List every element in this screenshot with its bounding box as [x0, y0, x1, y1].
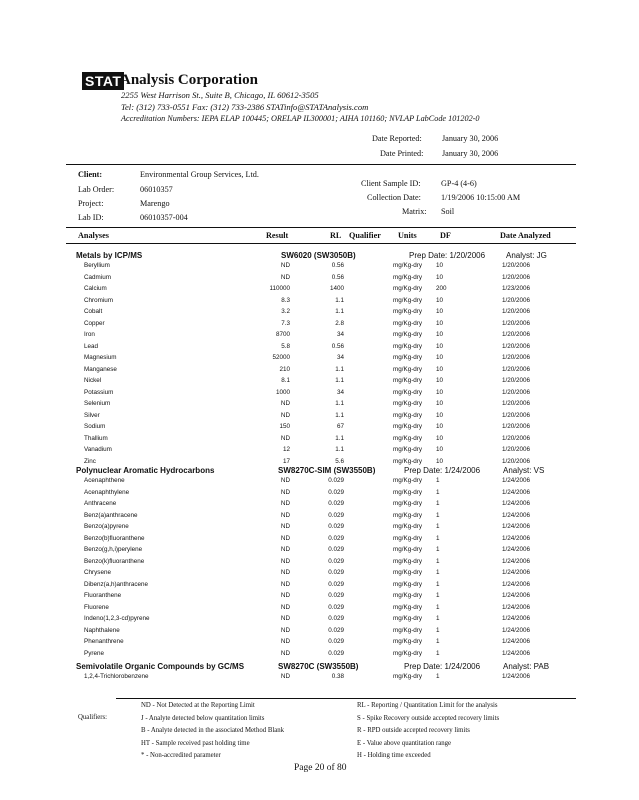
analyte-name: Benzo(a)pyrene — [84, 523, 129, 530]
units-value: mg/Kg-dry — [393, 638, 423, 645]
date-analyzed: 1/20/2006 — [502, 377, 531, 384]
project-label: Project: — [78, 199, 104, 208]
result-value: 8700 — [275, 331, 290, 338]
date-analyzed: 1/24/2006 — [502, 546, 531, 553]
date-analyzed: 1/20/2006 — [502, 354, 531, 361]
df-value: 1 — [436, 546, 440, 553]
rl-value: 0.029 — [328, 488, 344, 496]
date-reported: January 30, 2006 — [442, 134, 499, 143]
analyte-name: Lead — [84, 342, 99, 350]
date-analyzed: 1/20/2006 — [502, 262, 531, 269]
section-title: Semivolatile Organic Compounds by GC/MS — [76, 662, 245, 671]
units-value: mg/Kg-dry — [393, 615, 423, 622]
date-analyzed: 1/24/2006 — [502, 488, 531, 496]
date-analyzed: 1/24/2006 — [502, 557, 531, 565]
df-value: 10 — [436, 296, 444, 304]
df-value: 1 — [436, 615, 440, 622]
page-number: Page 20 of 80 — [294, 763, 347, 773]
analyte-name: Acenaphthene — [84, 477, 125, 484]
result-value: 1000 — [275, 388, 290, 396]
rl-value: 0.029 — [328, 477, 344, 484]
analyte-name: Cadmium — [84, 273, 111, 281]
rl-value: 0.56 — [331, 262, 344, 269]
date-reported-label: Date Reported: — [372, 134, 422, 143]
qualifier-note: ND - Not Detected at the Reporting Limit — [141, 702, 255, 709]
analyte-name: Indeno(1,2,3-cd)pyrene — [84, 615, 150, 622]
units-value: mg/Kg-dry — [393, 285, 423, 292]
df-value: 1 — [436, 477, 440, 484]
section-analyst: Analyst: PAB — [503, 662, 550, 671]
matrix-label: Matrix: — [402, 207, 427, 216]
date-analyzed: 1/20/2006 — [502, 273, 531, 281]
units-value: mg/Kg-dry — [393, 400, 423, 407]
rl-value: 2.8 — [335, 319, 344, 327]
result-value: 5.8 — [281, 342, 290, 350]
company-logo: STAT — [82, 72, 124, 90]
df-value: 1 — [436, 569, 440, 576]
result-value: ND — [280, 500, 290, 507]
df-value: 1 — [436, 511, 440, 519]
date-printed: January 30, 2006 — [442, 149, 499, 158]
section-method: SW8270C (SW3550B) — [278, 662, 359, 671]
result-value: 3.2 — [281, 308, 290, 315]
col-qualifier: Qualifier — [349, 231, 381, 240]
footnote-rule — [116, 698, 576, 699]
lab-id-value: 06010357-004 — [140, 213, 188, 222]
units-value: mg/Kg-dry — [393, 626, 423, 634]
company-name: Analysis Corporation — [120, 72, 258, 88]
col-analyses: Analyses — [78, 231, 109, 240]
units-value: mg/Kg-dry — [393, 388, 423, 396]
df-value: 10 — [436, 411, 444, 419]
result-value: ND — [280, 434, 290, 442]
units-value: mg/Kg-dry — [393, 434, 423, 442]
df-value: 1 — [436, 523, 440, 530]
date-analyzed: 1/20/2006 — [502, 308, 531, 315]
analyte-name: Fluoranthene — [84, 592, 122, 599]
units-value: mg/Kg-dry — [393, 457, 423, 465]
rl-value: 0.029 — [328, 557, 344, 565]
df-value: 1 — [436, 580, 440, 588]
qualifier-note: H - Holding time exceeded — [357, 752, 431, 759]
units-value: mg/Kg-dry — [393, 557, 423, 565]
result-value: ND — [280, 673, 290, 680]
df-value: 1 — [436, 557, 440, 565]
result-value: 12 — [282, 446, 290, 453]
date-printed-label: Date Printed: — [380, 149, 424, 158]
column-rule — [66, 243, 576, 244]
section-prep-date: Prep Date: 1/24/2006 — [404, 662, 481, 671]
lab-order-label: Lab Order: — [78, 185, 115, 194]
qualifier-note: R - RPD outside accepted recovery limits — [357, 727, 470, 734]
analyte-name: 1,2,4-Trichlorobenzene — [84, 673, 149, 680]
result-value: ND — [280, 477, 290, 484]
rl-value: 1.1 — [335, 308, 344, 315]
df-value: 10 — [436, 319, 444, 327]
analyte-name: Pyrene — [84, 649, 104, 657]
collection-date-value: 1/19/2006 10:15:00 AM — [441, 193, 521, 202]
result-value: ND — [280, 546, 290, 553]
result-value: 150 — [279, 423, 290, 430]
result-value: ND — [280, 580, 290, 588]
df-value: 1 — [436, 649, 440, 657]
result-value: 52000 — [272, 354, 290, 361]
date-analyzed: 1/24/2006 — [502, 500, 531, 507]
section-prep-date: Prep Date: 1/24/2006 — [404, 466, 481, 475]
units-value: mg/Kg-dry — [393, 603, 423, 611]
result-value: 8.1 — [281, 377, 290, 384]
rl-value: 5.6 — [335, 457, 344, 465]
df-value: 1 — [436, 534, 440, 542]
date-analyzed: 1/20/2006 — [502, 457, 531, 465]
date-analyzed: 1/20/2006 — [502, 365, 531, 373]
rl-value: 34 — [336, 388, 344, 396]
result-value: ND — [280, 400, 290, 407]
col-rl: RL — [330, 231, 342, 240]
qualifier-note: * - Non-accredited parameter — [141, 752, 221, 759]
project-value: Marengo — [140, 199, 170, 208]
date-analyzed: 1/24/2006 — [502, 615, 531, 622]
section-analyst: Analyst: VS — [503, 466, 545, 475]
rl-value: 0.029 — [328, 649, 344, 657]
units-value: mg/Kg-dry — [393, 262, 423, 269]
date-analyzed: 1/20/2006 — [502, 446, 531, 453]
df-value: 1 — [436, 638, 440, 645]
date-analyzed: 1/20/2006 — [502, 400, 531, 407]
rl-value: 0.029 — [328, 523, 344, 530]
units-value: mg/Kg-dry — [393, 488, 423, 496]
df-value: 1 — [436, 592, 440, 599]
analyte-name: Silver — [84, 411, 100, 419]
rl-value: 0.56 — [331, 342, 344, 350]
qualifier-note: E - Value above quantitation range — [357, 739, 452, 747]
rl-value: 1.1 — [335, 411, 344, 419]
rl-value: 1400 — [329, 285, 344, 292]
analyte-name: Sodium — [84, 423, 106, 430]
result-value: 8.3 — [281, 296, 290, 304]
units-value: mg/Kg-dry — [393, 446, 423, 453]
header-rule — [66, 164, 576, 165]
analyte-name: Benz(a)anthracene — [84, 511, 138, 519]
result-value: ND — [280, 511, 290, 519]
result-value: ND — [280, 262, 290, 269]
units-value: mg/Kg-dry — [393, 273, 423, 281]
qualifier-note: S - Spike Recovery outside accepted recovery limits — [357, 714, 500, 722]
section-analyst: Analyst: JG — [506, 251, 547, 260]
units-value: mg/Kg-dry — [393, 319, 423, 327]
analyte-name: Iron — [84, 331, 95, 338]
sample-id-value: GP-4 (4-6) — [441, 179, 477, 188]
section-prep-date: Prep Date: 1/20/2006 — [409, 251, 486, 260]
df-value: 10 — [436, 400, 444, 407]
date-analyzed: 1/24/2006 — [502, 649, 531, 657]
qualifier-note: B - Analyte detected in the associated Method Blank — [141, 727, 285, 734]
analyte-name: Magnesium — [84, 354, 117, 361]
units-value: mg/Kg-dry — [393, 342, 423, 350]
rl-value: 1.1 — [335, 400, 344, 407]
analyte-name: Manganese — [84, 365, 117, 373]
df-value: 10 — [436, 388, 444, 396]
rl-value: 0.029 — [328, 500, 344, 507]
result-value: 210 — [279, 365, 290, 373]
date-analyzed: 1/20/2006 — [502, 296, 531, 304]
df-value: 1 — [436, 488, 440, 496]
date-analyzed: 1/24/2006 — [502, 603, 531, 611]
date-analyzed: 1/24/2006 — [502, 638, 531, 645]
df-value: 1 — [436, 603, 440, 611]
result-value: ND — [280, 411, 290, 419]
df-value: 10 — [436, 331, 444, 338]
client-label: Client: — [78, 170, 103, 179]
df-value: 1 — [436, 673, 440, 680]
result-value: ND — [280, 626, 290, 634]
result-value: ND — [280, 603, 290, 611]
df-value: 10 — [436, 377, 444, 384]
analyte-name: Phenanthrene — [84, 638, 124, 645]
analyte-name: Copper — [84, 319, 105, 327]
df-value: 10 — [436, 446, 444, 453]
analyte-name: Dibenz(a,h)anthracene — [84, 580, 149, 588]
result-value: ND — [280, 615, 290, 622]
units-value: mg/Kg-dry — [393, 580, 423, 588]
units-value: mg/Kg-dry — [393, 569, 423, 576]
result-value: 110000 — [269, 285, 290, 292]
collection-date-label: Collection Date: — [367, 193, 421, 202]
date-analyzed: 1/24/2006 — [502, 580, 531, 588]
units-value: mg/Kg-dry — [393, 511, 423, 519]
result-value: ND — [280, 523, 290, 530]
units-value: mg/Kg-dry — [393, 331, 423, 338]
analyte-name: Thallium — [84, 434, 108, 442]
df-value: 10 — [436, 423, 444, 430]
rl-value: 0.38 — [331, 673, 344, 680]
company-accreditation: Accreditation Numbers: IEPA ELAP 100445; ORELAP IL300001; AIHA 101160; NVLAP LabCode 101202-0 — [121, 114, 480, 123]
units-value: mg/Kg-dry — [393, 477, 423, 484]
result-value: ND — [280, 649, 290, 657]
result-value: ND — [280, 488, 290, 496]
rl-value: 0.029 — [328, 603, 344, 611]
analyte-name: Selenium — [84, 400, 111, 407]
units-value: mg/Kg-dry — [393, 354, 423, 361]
analyte-name: Anthracene — [84, 500, 117, 507]
df-value: 10 — [436, 308, 444, 315]
rl-value: 34 — [336, 354, 344, 361]
analyte-name: Acenaphthylene — [84, 488, 130, 496]
df-value: 10 — [436, 262, 444, 269]
rl-value: 0.029 — [328, 592, 344, 599]
section-title: Polynuclear Aromatic Hydrocarbons — [76, 466, 215, 475]
rl-value: 34 — [336, 331, 344, 338]
units-value: mg/Kg-dry — [393, 377, 423, 384]
df-value: 10 — [436, 457, 444, 465]
units-value: mg/Kg-dry — [393, 365, 423, 373]
units-value: mg/Kg-dry — [393, 673, 423, 680]
analyte-name: Benzo(b)fluoranthene — [84, 534, 145, 542]
company-address: 2255 West Harrison St., Suite B, Chicago, IL 60612-3505 — [121, 90, 319, 100]
date-analyzed: 1/20/2006 — [502, 342, 531, 350]
qualifiers-label: Qualifiers: — [78, 714, 108, 721]
result-value: ND — [280, 273, 290, 281]
rl-value: 0.029 — [328, 534, 344, 542]
analyte-name: Vanadium — [84, 446, 112, 453]
analyte-name: Benzo(k)fluoranthene — [84, 557, 145, 565]
units-value: mg/Kg-dry — [393, 411, 423, 419]
lab-order-value: 06010357 — [140, 185, 173, 194]
df-value: 1 — [436, 500, 440, 507]
section-method: SW6020 (SW3050B) — [281, 251, 356, 260]
df-value: 1 — [436, 626, 440, 634]
rl-value: 0.029 — [328, 569, 344, 576]
date-analyzed: 1/20/2006 — [502, 434, 531, 442]
col-date-analyzed: Date Analyzed — [500, 231, 551, 240]
col-units: Units — [398, 231, 417, 240]
section-title: Metals by ICP/MS — [76, 251, 143, 260]
date-analyzed: 1/20/2006 — [502, 388, 531, 396]
units-value: mg/Kg-dry — [393, 523, 423, 530]
rl-value: 1.1 — [335, 377, 344, 384]
result-value: ND — [280, 557, 290, 565]
client-value: Environmental Group Services, Ltd. — [140, 170, 259, 179]
analyte-name: Chromium — [84, 296, 114, 304]
units-value: mg/Kg-dry — [393, 649, 423, 657]
rl-value: 1.1 — [335, 365, 344, 373]
date-analyzed: 1/20/2006 — [502, 331, 531, 338]
units-value: mg/Kg-dry — [393, 423, 423, 430]
result-value: 17 — [282, 457, 290, 465]
analyte-name: Calcium — [84, 285, 107, 292]
df-value: 200 — [436, 285, 447, 292]
date-analyzed: 1/24/2006 — [502, 523, 531, 530]
units-value: mg/Kg-dry — [393, 546, 423, 553]
rl-value: 0.029 — [328, 546, 344, 553]
rl-value: 0.56 — [331, 273, 344, 281]
date-analyzed: 1/24/2006 — [502, 569, 531, 576]
result-value: 7.3 — [281, 319, 290, 327]
qualifier-note: HT - Sample received past holding time — [141, 739, 250, 747]
date-analyzed: 1/20/2006 — [502, 411, 531, 419]
df-value: 10 — [436, 273, 444, 281]
result-value: ND — [280, 534, 290, 542]
matrix-value: Soil — [441, 207, 455, 216]
sample-id-label: Client Sample ID: — [361, 179, 421, 188]
date-analyzed: 1/20/2006 — [502, 319, 531, 327]
date-analyzed: 1/23/2006 — [502, 285, 531, 292]
col-result: Result — [266, 231, 289, 240]
analyte-name: Naphthalene — [84, 626, 120, 634]
df-value: 10 — [436, 365, 444, 373]
analyte-name: Zinc — [84, 457, 96, 465]
section-method: SW8270C-SIM (SW3550B) — [278, 466, 376, 475]
date-analyzed: 1/24/2006 — [502, 592, 531, 599]
df-value: 10 — [436, 434, 444, 442]
df-value: 10 — [436, 354, 444, 361]
qualifier-note: RL - Reporting / Quantitation Limit for the analysis — [357, 702, 498, 709]
date-analyzed: 1/24/2006 — [502, 673, 531, 680]
units-value: mg/Kg-dry — [393, 592, 423, 599]
rl-value: 1.1 — [335, 296, 344, 304]
analyte-name: Chrysene — [84, 569, 111, 576]
date-analyzed: 1/24/2006 — [502, 534, 531, 542]
analyte-name: Nickel — [84, 377, 102, 384]
rl-value: 0.029 — [328, 580, 344, 588]
analyte-name: Fluorene — [84, 603, 109, 611]
rl-value: 0.029 — [328, 638, 344, 645]
rl-value: 1.1 — [335, 434, 344, 442]
result-value: ND — [280, 592, 290, 599]
date-analyzed: 1/20/2006 — [502, 423, 531, 430]
rl-value: 0.029 — [328, 511, 344, 519]
analyte-name: Benzo(g,h,i)perylene — [84, 546, 143, 553]
date-analyzed: 1/24/2006 — [502, 477, 531, 484]
rl-value: 67 — [336, 423, 344, 430]
units-value: mg/Kg-dry — [393, 308, 423, 315]
date-analyzed: 1/24/2006 — [502, 511, 531, 519]
lab-id-label: Lab ID: — [78, 213, 104, 222]
rl-value: 0.029 — [328, 615, 344, 622]
units-value: mg/Kg-dry — [393, 296, 423, 304]
info-rule — [66, 227, 576, 228]
units-value: mg/Kg-dry — [393, 534, 423, 542]
rl-value: 1.1 — [335, 446, 344, 453]
company-contact: Tel: (312) 733-0551 Fax: (312) 733-2386 STATinfo@STATAnalysis.com — [121, 102, 369, 112]
date-analyzed: 1/24/2006 — [502, 626, 531, 634]
result-value: ND — [280, 569, 290, 576]
analyte-name: Beryllium — [84, 262, 110, 269]
analyte-name: Cobalt — [84, 308, 103, 315]
result-value: ND — [280, 638, 290, 645]
rl-value: 0.029 — [328, 626, 344, 634]
qualifier-note: J - Analyte detected below quantitation limits — [141, 714, 265, 722]
df-value: 10 — [436, 342, 444, 350]
analyte-name: Potassium — [84, 388, 114, 396]
col-df: DF — [440, 231, 451, 240]
units-value: mg/Kg-dry — [393, 500, 423, 507]
